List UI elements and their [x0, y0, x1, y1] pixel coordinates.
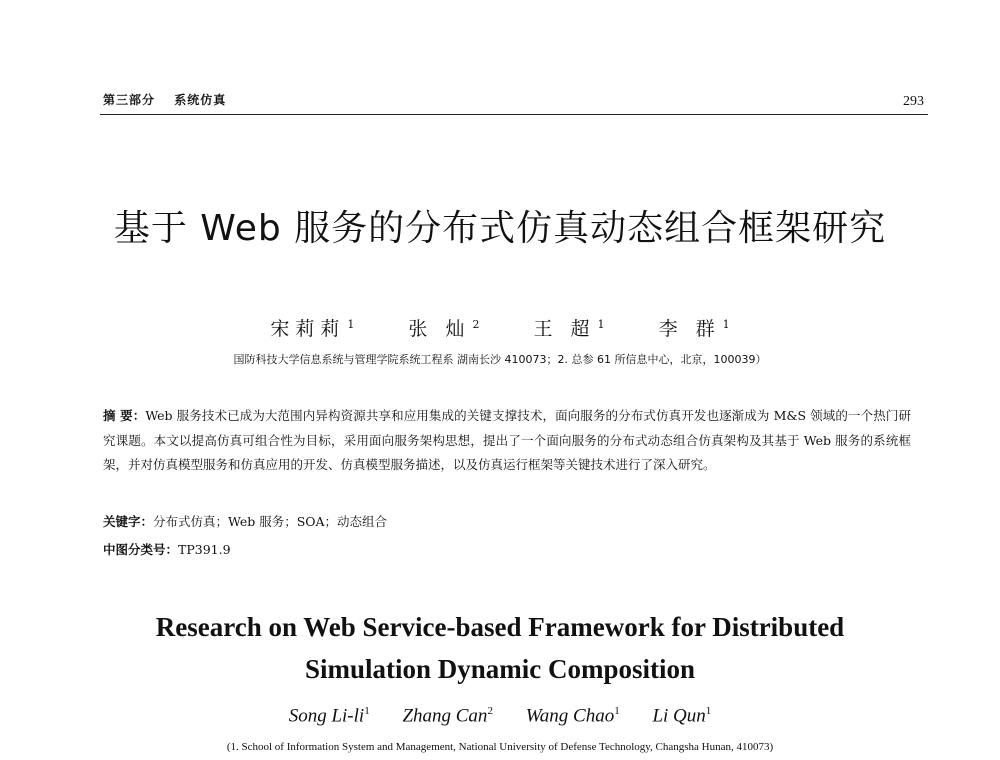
authors-chinese: [0, 314, 1000, 341]
header-topic: 系统仿真: [174, 93, 227, 107]
title-chinese: 基于 Web 服务的分布式仿真动态组合框架研究: [113, 208, 887, 249]
title-english: [0, 606, 1000, 690]
page-number: 293: [903, 94, 924, 109]
author-en-3: Wang Chao$^1$: [525, 705, 620, 727]
author-en-4: Li Qun$^1$: [652, 705, 712, 727]
affiliation-chinese: 国防科技大学信息系统与管理学院系统工程系 湖南长沙 410073；2. 总参 61 所信息中心，北京，100039）: [233, 353, 767, 366]
abstract: [103, 404, 911, 478]
keywords-text: 分布式仿真；Web 服务；SOA；动态组合: [153, 514, 388, 529]
author-en-2: Zhang Can$^2$: [402, 705, 493, 727]
title-english-line-2: Simulation Dynamic Composition: [304, 654, 696, 684]
abstract-label: 摘 要：: [103, 408, 146, 423]
author-cn-3: 王 超 $^1$: [533, 317, 605, 340]
clc-label: 中图分类号：: [103, 542, 179, 557]
author-cn-2: 张 灿 $^2$: [408, 317, 480, 340]
keywords-label: 关键字：: [103, 514, 154, 529]
author-en-1: Song $Li-li^1$: [288, 705, 370, 727]
header-section: 第三部分: [103, 93, 156, 107]
title-english-line-1: Research on Web Service-based Framework for Distributed: [155, 612, 845, 642]
affiliation-english: (1. School of Information System and Management, National University of Defense Technology, Changsha Hunan, 410073): [226, 741, 774, 753]
classification-number: [103, 540, 231, 558]
abstract-text: Web 服务技术已成为大范围内异构资源共享和应用集成的关键支撑技术，面向服务的分布式仿真开发也逐渐成为 M&S 领域的一个热门研究课题。本文以提高仿真可组合性为目标，采用面向服务架构思想，提出了一个面向服务的分布式动态组合仿真架构及其基于 Web 服务的系统框架，并对仿真模型服务和仿真应用的开发、仿真模型服务描述，以及仿真运行框架等关键技术进行了深入研究。: [103, 408, 911, 472]
clc-text: TP391.9: [178, 542, 231, 557]
keywords: [103, 512, 387, 530]
header-rule: [100, 114, 928, 115]
author-cn-1: 宋莉莉 $^1$: [270, 317, 355, 340]
authors-english: [0, 705, 1000, 727]
author-cn-4: 李 群 $^1$: [658, 317, 730, 340]
running-header: [103, 91, 240, 108]
